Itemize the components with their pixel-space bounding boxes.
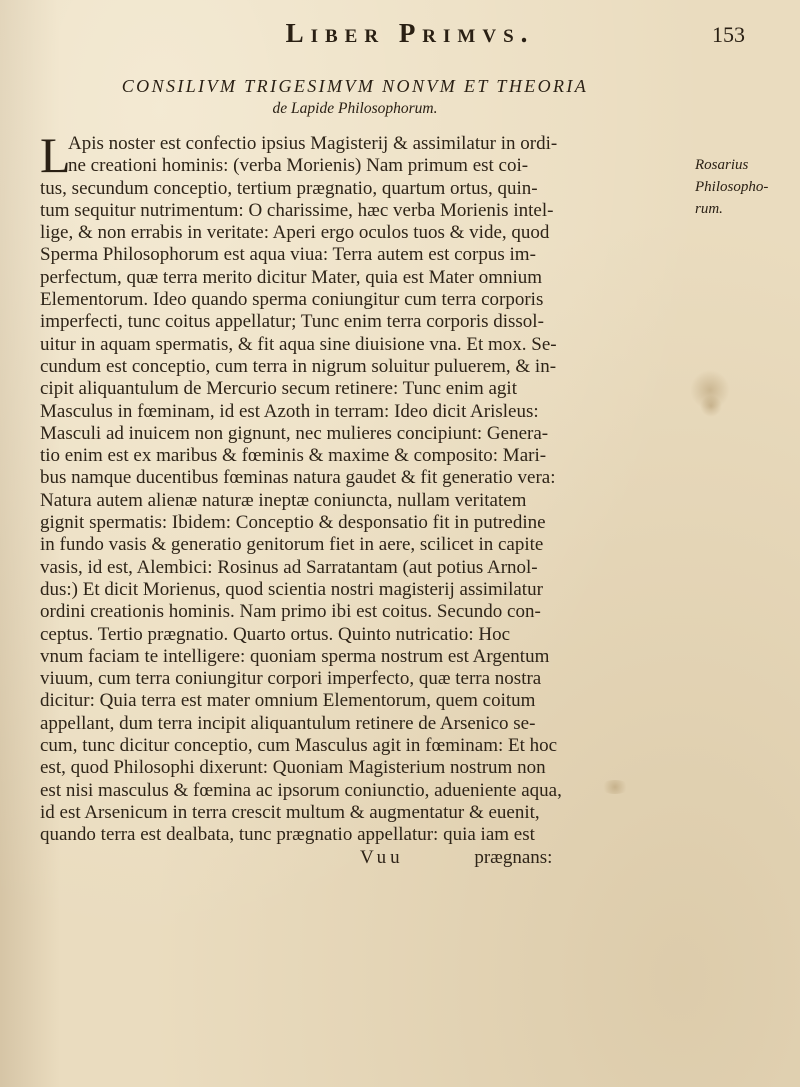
text-line: cipit aliquantulum de Mercurio secum retinere: Tunc enim agit (40, 378, 517, 400)
text-line: tio enim est ex maribus & fœminis & maxime & composito: Mari- (40, 445, 547, 467)
text-line: cum, tunc dicitur conceptio, cum Masculus agit in fœminam: Et hoc (40, 735, 558, 757)
text-line: Natura autem alienæ naturæ ineptæ coniuncta, nullam veritatem (40, 489, 527, 511)
text-line: tus, secundum conceptio, tertium prægnatio, quartum ortus, quin- (40, 177, 538, 199)
text-line: id est Arsenicum in terra crescit multum & augmentatur & euenit, (40, 801, 540, 823)
text-line: in fundo vasis & generatio genitorum fiet in aere, scilicet in capite (40, 534, 544, 556)
text-line: vnum faciam te intelligere: quoniam sperma nostrum est Argentum (40, 645, 550, 667)
text-line: Elementorum. Ideo quando sperma coniungitur cum terra corporis (40, 289, 544, 311)
margin-note: Rosarius (695, 157, 749, 173)
page-number: 153 (712, 22, 745, 47)
text-line: perfectum, quæ terra merito dicitur Mater, quia est Mater omnium (40, 266, 543, 288)
text-line: appellant, dum terra incipit aliquantulum retinere de Arsenico se- (40, 712, 536, 734)
text-line: ceptus. Tertio prægnatio. Quarto ortus. Quinto nutricatio: Hoc (40, 623, 511, 645)
chapter-subheading: de Lapide Philosophorum. (272, 100, 438, 117)
stain (700, 395, 722, 417)
margin-note: rum. (695, 201, 723, 217)
text-line: lige, & non errabis in veritate: Aperi ergo oculos tuos & vide, quod (40, 222, 550, 244)
text-line: dus:) Et dicit Morienus, quod scientia nostri magisterij assimilatur (40, 578, 543, 600)
text-line: imperfecti, tunc coitus appellatur; Tunc enim terra corporis dissol- (40, 311, 544, 333)
text-line: Masculus in fœminam, id est Azoth in terram: Ideo dicit Arisleus: (40, 400, 539, 422)
margin-note: Philosopho- (695, 179, 769, 195)
text-line: tum sequitur nutrimentum: O charissime, hæc verba Morienis intel- (40, 199, 554, 221)
drop-cap: L (40, 127, 71, 183)
running-head: Liber Primvs. (285, 18, 535, 48)
text-line: vasis, id est, Alembici: Rosinus ad Sarratantam (aut potius Arnol- (40, 556, 538, 578)
text-line: Sperma Philosophorum est aqua viua: Terra autem est corpus im- (40, 244, 536, 266)
text-line: gignit spermatis: Ibidem: Conceptio & desponsatio fit in putredine (40, 512, 546, 534)
text-line: bus namque ducentibus fœminas natura gaudet & fit generatio vera: (40, 467, 556, 489)
text-line: cundum est conceptio, cum terra in nigrum soluitur puluerem, & in- (40, 355, 557, 377)
text-line: Apis noster est confectio ipsius Magisterij & assimilatur in ordi- (68, 133, 558, 154)
text-line: ne creationi hominis: (verba Morienis) Nam primum est coi- (68, 155, 529, 177)
chapter-heading: CONSILIVM TRIGESIMVM NONVM ET THEORIA (121, 76, 589, 96)
text-line: dicitur: Quia terra est mater omnium Elementorum, quem coitum (40, 690, 536, 712)
body-text (40, 127, 680, 869)
text-line: ordini creationis hominis. Nam primo ibi est coitus. Secundo con- (40, 601, 541, 623)
footer-row (40, 847, 680, 869)
text-line: est nisi masculus & fœmina ac ipsorum coniunctio, adueniente aqua, (40, 779, 562, 801)
text-line: uitur in aquam spermatis, & fit aqua sine diuisione vna. Et mox. Se- (40, 333, 557, 355)
signature-mark: Vuu (360, 846, 404, 868)
text-line: Masculi ad inuicem non gignunt, nec mulieres concipiunt: Genera- (40, 422, 549, 444)
text-line: viuum, cum terra coniungitur corpori imperfecto, quæ terra nostra (40, 668, 542, 690)
text-line: quando terra est dealbata, tunc prægnatio appellatur: quia iam est (40, 824, 535, 846)
catchword: prægnans: (474, 846, 553, 868)
text-line: est, quod Philosophi dixerunt: Quoniam Magisterium nostrum non (40, 757, 546, 779)
